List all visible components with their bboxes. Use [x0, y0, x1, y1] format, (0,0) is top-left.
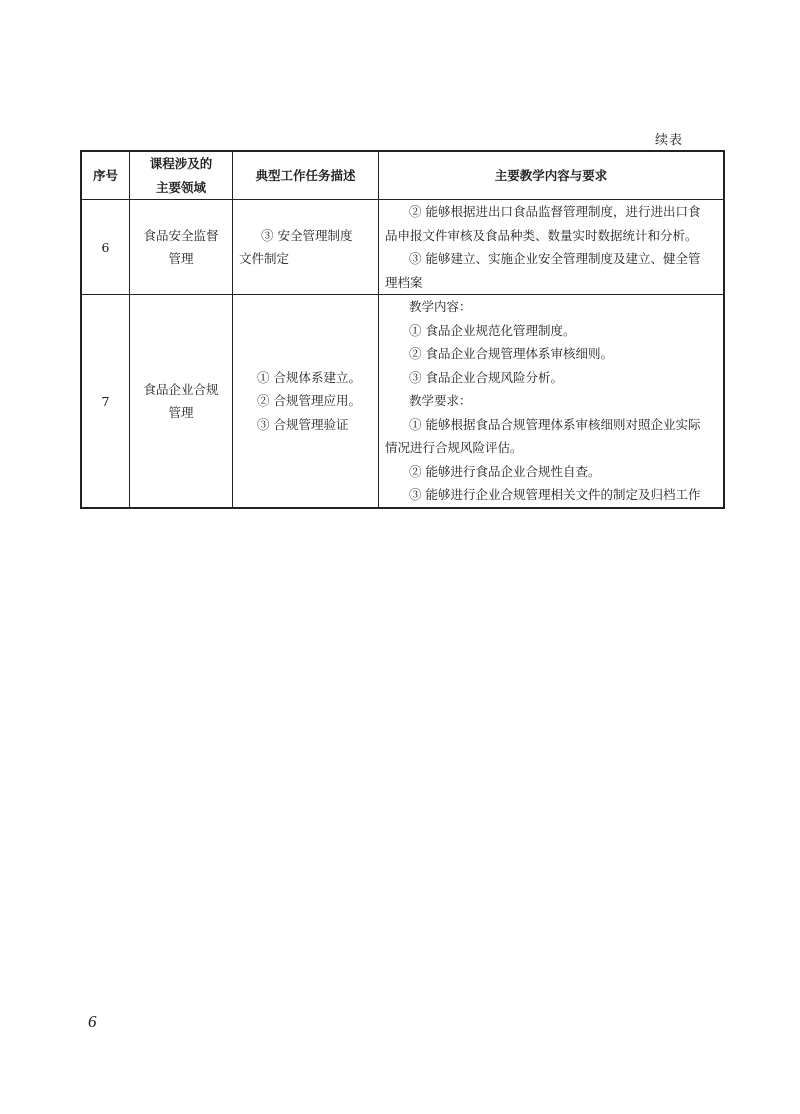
content-line: ① 能够根据食品合规管理体系审核细则对照企业实际: [409, 416, 701, 432]
row-domain: [130, 295, 233, 509]
header-domain-line-2: 主要领域: [155, 179, 206, 195]
task-line: ② 合规管理应用。: [257, 393, 361, 409]
row-number: 6: [81, 200, 130, 295]
header-no: 序号: [81, 151, 130, 200]
domain-line: 食品企业合规: [143, 381, 219, 397]
content-line: 情况进行合规风险评估。: [385, 440, 523, 456]
content-line: 理档案: [385, 274, 423, 290]
header-domain: [130, 151, 233, 200]
task-line: 文件制定: [239, 251, 290, 266]
content-line: ③ 食品企业合规风险分析。: [409, 369, 563, 385]
header-content: 主要教学内容与要求: [379, 151, 725, 200]
table-row: [81, 295, 724, 509]
content-line: ③ 能够建立、实施企业安全管理制度及建立、健全管: [409, 251, 701, 266]
row-tasks: [233, 200, 379, 295]
task-line: ① 合规体系建立。: [257, 369, 361, 385]
content-line: 品申报文件审核及食品种类、数量实时数据统计和分析。: [385, 227, 698, 243]
page-number: 6: [88, 1012, 97, 1031]
domain-line: 管理: [168, 251, 194, 266]
task-line: ③ 安全管理制度: [261, 227, 353, 243]
table-header-row: [81, 151, 724, 200]
content-line: ① 食品企业规范化管理制度。: [409, 322, 576, 338]
content-line: 教学要求：: [409, 393, 472, 409]
task-line: ③ 合规管理验证: [257, 416, 349, 432]
domain-line: 食品安全监督: [143, 227, 219, 243]
domain-line: 管理: [168, 405, 194, 420]
row-tasks: [233, 295, 379, 509]
content-line: ② 能够根据进出口食品监督管理制度，进行进出口食: [409, 204, 701, 219]
row-domain: [130, 200, 233, 295]
curriculum-table: [80, 150, 725, 509]
row-content: [379, 200, 725, 295]
content-line: ③ 能够进行企业合规管理相关文件的制定及归档工作: [409, 487, 701, 503]
table-row: [81, 200, 724, 295]
header-tasks: 典型工作任务描述: [233, 151, 379, 200]
content-line: 教学内容：: [409, 299, 472, 315]
content-line: ② 能够进行食品企业合规性自查。: [409, 463, 601, 479]
row-number: 7: [81, 295, 130, 509]
table-continued-caption: 续表: [655, 133, 684, 148]
row-content: [379, 295, 725, 509]
header-domain-line-1: 课程涉及的: [149, 156, 213, 171]
content-line: ② 食品企业合规管理体系审核细则。: [409, 346, 613, 362]
